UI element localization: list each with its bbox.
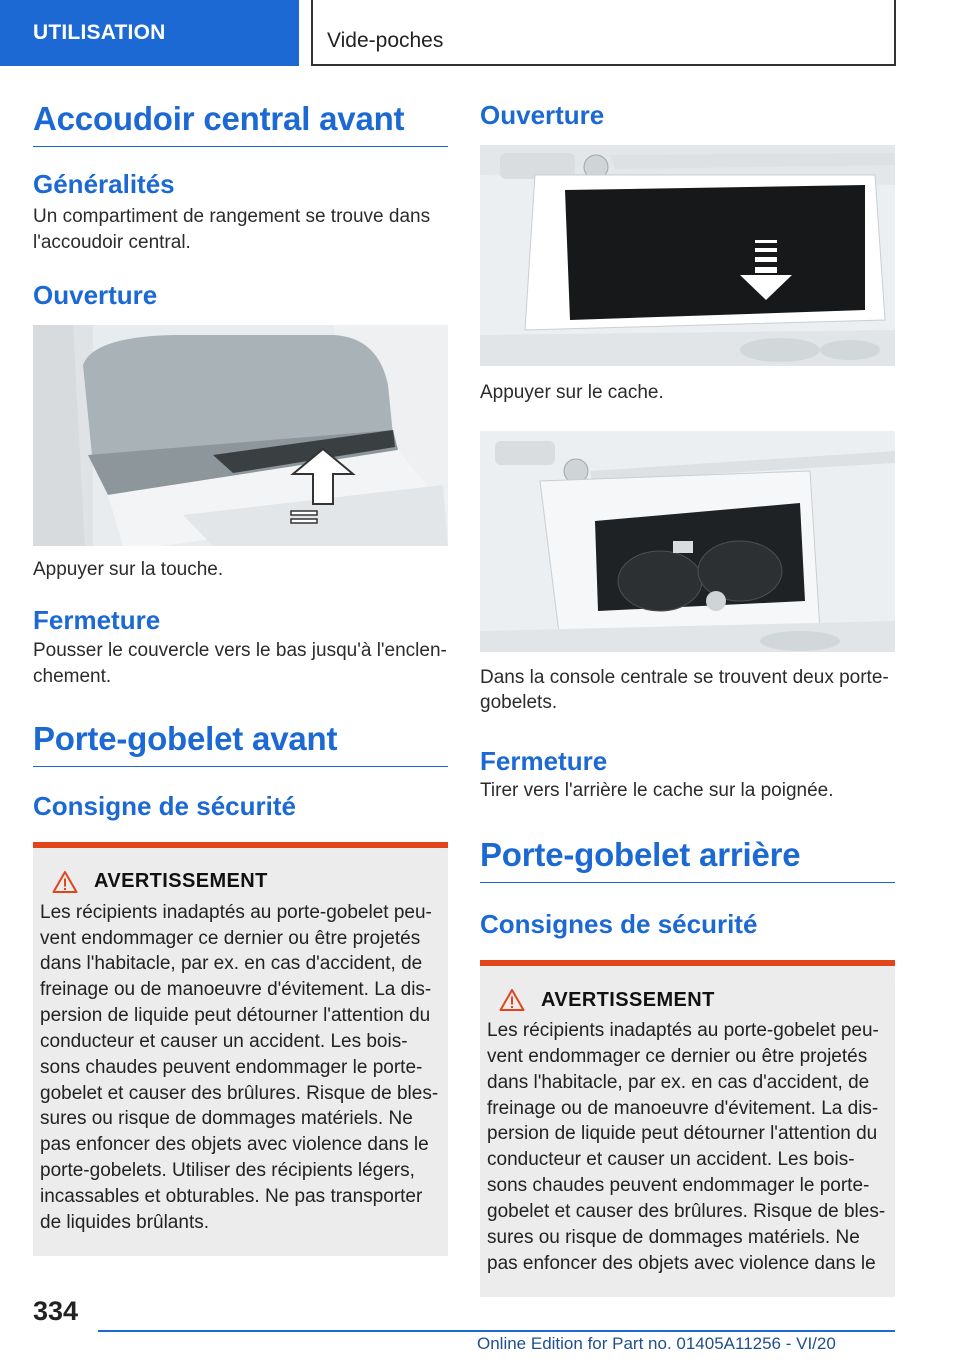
cover-caption: Appuyer sur le cache. [480,382,664,404]
closing-text-right: Tirer vers l'arrière le cache sur la poignée. [480,780,834,802]
page-header [0,0,960,66]
warning-triangle-icon [52,870,78,894]
closing-text: Pousser le couvercle vers le bas jusqu'à l'enclen-chement. [33,640,447,688]
warning-box-rear [480,960,895,1297]
opening-caption: Appuyer sur la touche. [33,558,224,580]
page-number: 334 [33,1296,79,1326]
heading-opening-right: Ouverture [480,100,605,130]
topic-title: Vide-poches [311,0,896,66]
heading-general: Généralités [33,168,175,199]
section-title-armrest: Accoudoir central avant [33,100,448,147]
general-text: Un compartiment de rangement se trouve dans l'accoudoir central. [33,206,431,253]
section-title-front-cupholder: Porte-gobelet avant [33,720,448,767]
heading-safety: Consigne de sécurité [33,790,296,821]
heading-closing: Fermeture [33,605,161,636]
warning-box [33,842,448,1256]
warning-triangle-icon [499,988,525,1012]
console-caption: Dans la console centrale se trouvent deux porte-gobelets. [480,666,889,714]
console-illustration [480,431,895,652]
warning-title: AVERTISSEMENT [94,870,268,893]
warning-header [40,870,441,894]
left-column [33,100,448,1256]
edition-text: Online Edition for Part no. 01405A11256 - VI/20 [477,1334,836,1353]
cover-illustration [480,145,895,366]
warning-header-rear [487,988,888,1012]
right-column [480,100,895,1297]
armrest-illustration [33,325,448,546]
warning-title-rear: AVERTISSEMENT [541,988,715,1011]
warning-text-rear: Les récipients inadaptés au porte-gobelet peu-vent endommager ce dernier ou être projetés dans l'habitacle, par ex. en cas d'accident, de freinage ou de manoeuvre d'évitement. La dis-persion de liquide peut détourner l'attention du conducteur et causer un accident. Les bois-sons chaudes peuvent endommager le porte-gobelet et causer des brûlures. Risque de bles-sures ou risque de dommages matériels. Ne pas enfoncer des objets avec violence dans le [487,1020,886,1274]
warning-text: Les récipients inadaptés au porte-gobelet peu-vent endommager ce dernier ou être projetés dans l'habitacle, par ex. en cas d'accident, de freinage ou de manoeuvre d'évitement. La dis-persion de liquide peut détourner l'attention du conducteur et causer un accident. Les bois-sons chaudes peuvent endommager le porte-gobelet et causer des brûlures. Risque de bles-sures ou risque de dommages matériels. Ne pas enfoncer des objets avec violence dans le porte-gobelets. Utiliser des récipients légers, incassables et obturables. Ne pas transporter de liquides brûlants. [40,901,439,1233]
heading-safety-rear: Consignes de sécurité [480,908,758,939]
heading-opening: Ouverture [33,280,158,311]
footer-divider [98,1330,895,1332]
section-tab[interactable]: UTILISATION [0,0,299,66]
section-title-rear-cupholder: Porte-gobelet arrière [480,836,895,883]
heading-closing-right: Fermeture [480,746,608,777]
